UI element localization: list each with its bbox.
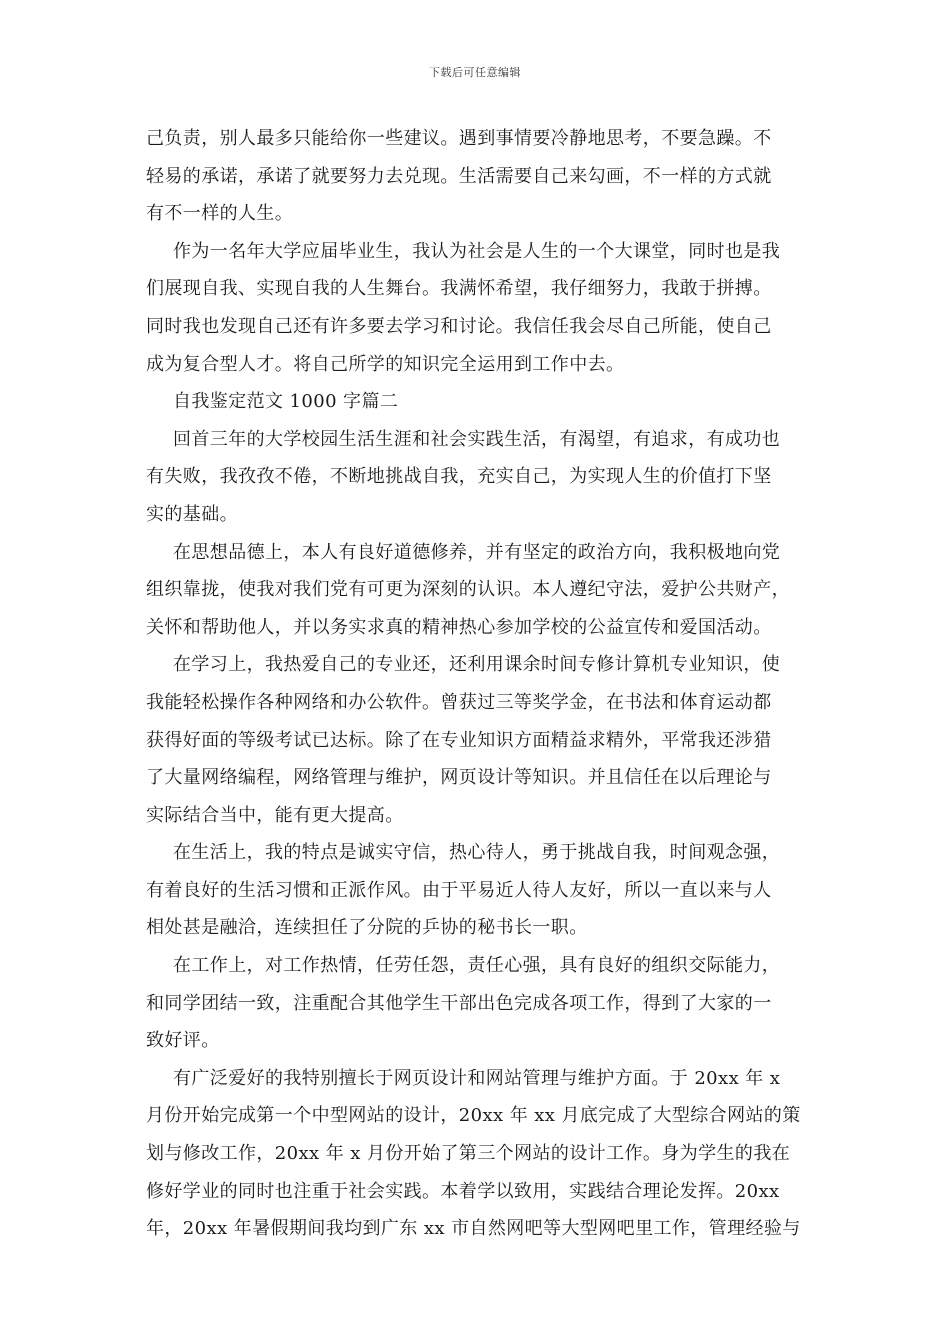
text-line: 了大量网络编程，网络管理与维护，网页设计等知识。并且信任在以后理论与 <box>146 767 772 789</box>
text-line: 轻易的承诺，承诺了就要努力去兑现。生活需要自己来勾画，不一样的方式就 <box>146 165 772 187</box>
text-line: 在学习上，我热爱自己的专业还，还利用课余时间专修计算机专业知识，使 <box>173 654 781 676</box>
text-line: 修好学业的同时也注重于社会实践。本着学以致用，实践结合理论发挥。20xx <box>146 1180 780 1202</box>
text-line: 我能轻松操作各种网络和办公软件。曾获过三等奖学金，在书法和体育运动都 <box>146 691 772 713</box>
text-line: 相处甚是融洽，连续担任了分院的乒协的秘书长一职。 <box>146 917 588 939</box>
text-line: 己负责，别人最多只能给你一些建议。遇到事情要冷静地思考，不要急躁。不 <box>146 128 772 149</box>
text-line: 在工作上，对工作热情，任劳任怨，责任心强，具有良好的组织交际能力， <box>173 955 781 977</box>
text-line: 和同学团结一致，注重配合其他学生干部出色完成各项工作，得到了大家的一 <box>146 992 772 1014</box>
text-line: 关怀和帮助他人，并以务实求真的精神热心参加学校的公益宣传和爱国活动。 <box>146 616 772 638</box>
text-line: 们展现自我、实现自我的人生舞台。我满怀希望，我仔细努力，我敢于拼搏。 <box>146 278 772 300</box>
text-line: 自我鉴定范文 1000 字篇二 <box>173 391 399 413</box>
text-line: 作为一名年大学应届毕业生，我认为社会是人生的一个大课堂，同时也是我 <box>173 240 781 262</box>
text-line: 有着良好的生活习惯和正派作风。由于平易近人待人友好，所以一直以来与人 <box>146 879 772 901</box>
text-line: 致好评。 <box>146 1030 220 1052</box>
text-line: 有失败，我孜孜不倦，不断地挑战自我，充实自己，为实现人生的价值打下坚 <box>146 466 772 488</box>
text-line: 月份开始完成第一个中型网站的设计，20xx 年 xx 月底完成了大型综合网站的策 <box>146 1105 801 1127</box>
text-line: 有不一样的人生。 <box>146 203 294 225</box>
text-line: 获得好面的等级考试已达标。除了在专业知识方面精益求精外，平常我还涉猎 <box>146 729 772 751</box>
text-line: 在思想品德上，本人有良好道德修养，并有坚定的政治方向，我积极地向党 <box>173 541 781 563</box>
document-body <box>146 120 810 1248</box>
text-line: 有广泛爱好的我特别擅长于网页设计和网站管理与维护方面。于 20xx 年 x <box>173 1067 781 1089</box>
text-line: 回首三年的大学校园生活生涯和社会实践生活，有渴望，有追求，有成功也 <box>173 428 781 450</box>
text-line: 成为复合型人才。将自己所学的知识完全运用到工作中去。 <box>146 353 625 375</box>
text-line: 年，20xx 年暑假期间我均到广东 xx 市自然网吧等大型网吧里工作，管理经验与 <box>146 1218 801 1240</box>
text-line: 在生活上，我的特点是诚实守信，热心待人，勇于挑战自我，时间观念强， <box>173 842 781 864</box>
text-line: 实的基础。 <box>146 503 238 525</box>
page-header: 下载后可任意编辑 <box>429 66 521 79</box>
text-line: 实际结合当中，能有更大提高。 <box>146 804 404 826</box>
text-line: 划与修改工作，20xx 年 x 月份开始了第三个网站的设计工作。身为学生的我在 <box>146 1143 791 1165</box>
text-line: 同时我也发现自己还有许多要去学习和讨论。我信任我会尽自己所能，使自己 <box>146 315 772 337</box>
text-line: 组织靠拢，使我对我们党有可更为深刻的认识。本人遵纪守法，爱护公共财产， <box>146 579 790 601</box>
